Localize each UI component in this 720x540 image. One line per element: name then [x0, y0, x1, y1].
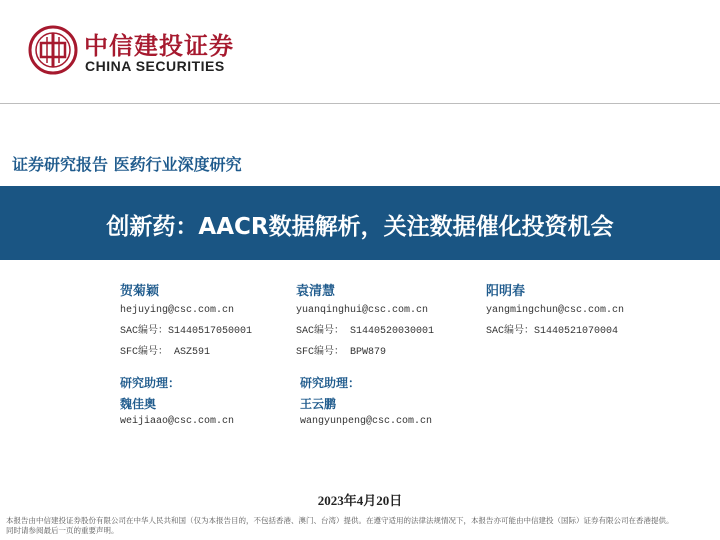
- assistant-role: 研究助理：: [120, 376, 181, 390]
- author-name: 贺菊颖: [120, 284, 160, 299]
- author-sac: SAC编号：S1440521070004: [486, 326, 619, 337]
- author-sac: SAC编号： S1440520030001: [296, 326, 435, 337]
- author-email[interactable]: yuanqinghui@csc.com.cn: [296, 305, 429, 316]
- author-name: 阳明春: [486, 284, 526, 299]
- disclaimer-line: 同时请参阅最后一页的重要声明。: [6, 526, 119, 535]
- assistant-email[interactable]: weijiaao@csc.com.cn: [120, 416, 235, 427]
- assistant-email[interactable]: wangyunpeng@csc.com.cn: [300, 416, 433, 427]
- author-email[interactable]: hejuying@csc.com.cn: [120, 305, 235, 316]
- disclaimer-line: 本报告由中信建投证券股份有限公司在中华人民共和国（仅为本报告目的，不包括香港、澳门、台湾）提供。在遵守适用的法律法规情况下，本报告亦可能由中信建投（国际）证券有限公司在香港提供。: [6, 516, 674, 525]
- assistant-block: [120, 374, 234, 432]
- assistant-name: 王云鹏: [300, 397, 337, 411]
- author-sac: SAC编号：S1440517050001: [120, 326, 253, 337]
- report-title: 创新药：AACR数据解析，关注数据催化投资机会: [106, 214, 614, 240]
- disclaimer: [6, 516, 716, 536]
- author-sfc: SFC编号： ASZ591: [120, 347, 211, 358]
- report-date: 2023年4月20日: [317, 493, 403, 508]
- author-block: [486, 280, 624, 342]
- assistant-role: 研究助理：: [300, 376, 361, 390]
- title-banner: [0, 186, 720, 260]
- author-block: [120, 280, 252, 363]
- brand-name-cn: 中信建投证券: [84, 32, 234, 60]
- brand-name-en: CHINA SECURITIES: [85, 58, 225, 74]
- author-email[interactable]: yangmingchun@csc.com.cn: [486, 305, 625, 316]
- author-block: [296, 280, 434, 363]
- author-sfc: SFC编号： BPW879: [296, 347, 387, 358]
- assistant-block: [300, 374, 432, 432]
- author-name: 袁清慧: [296, 284, 336, 299]
- header-divider: [0, 103, 720, 104]
- report-category: 证券研究报告 医药行业深度研究: [12, 155, 242, 174]
- assistant-name: 魏佳奥: [120, 397, 157, 411]
- china-securities-logo-icon: [28, 25, 78, 75]
